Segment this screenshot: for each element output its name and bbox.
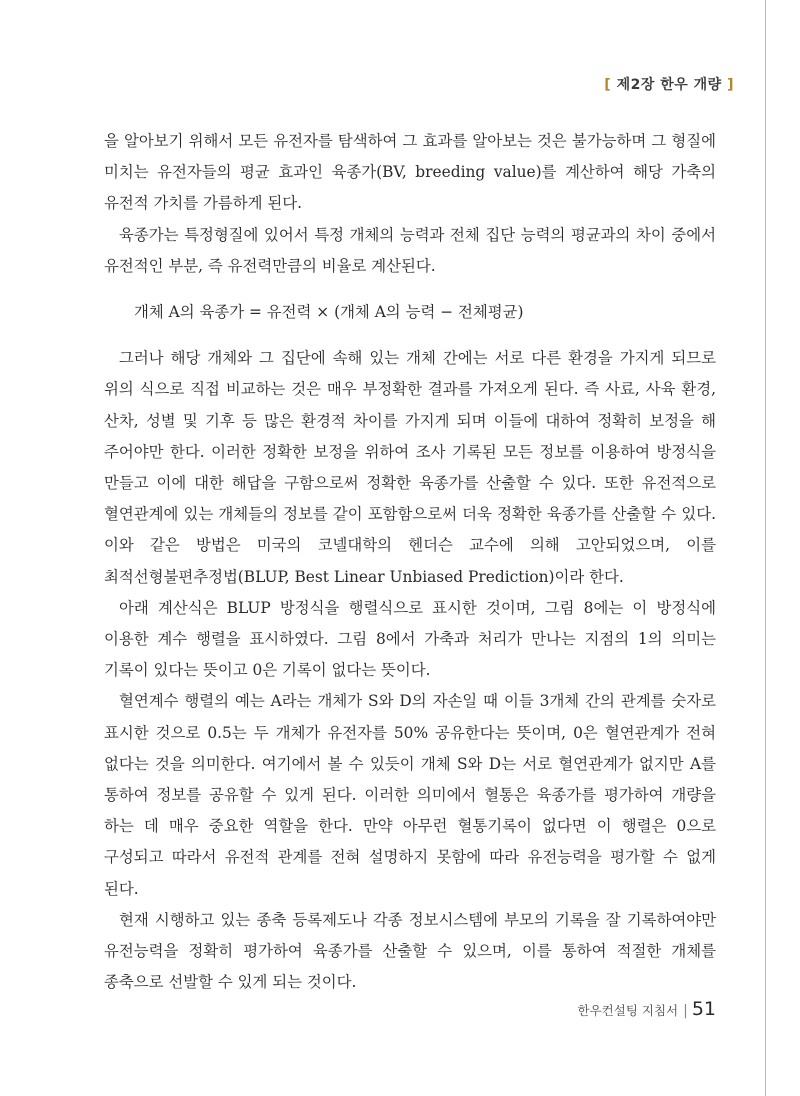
paragraph: 을 알아보기 위해서 모든 유전자를 탐색하여 그 효과를 알아보는 것은 불가능하며 그 형질에 미치는 유전자들의 평균 효과인 육종가(BV, breeding value)를 계산하여 해당 가축의 유전적 가치를 가름하게 된다. bbox=[104, 132, 716, 213]
page-edge-line bbox=[765, 0, 766, 1096]
page-number: 51 bbox=[691, 998, 716, 1020]
body-text bbox=[104, 126, 716, 998]
book-title: 한우컨설팅 지침서 bbox=[577, 1003, 679, 1018]
paragraph: 그러나 해당 개체와 그 집단에 속해 있는 개체 간에는 서로 다른 환경을 가지게 되므로 위의 식으로 직접 비교하는 것은 매우 부정확한 결과를 가져오게 된다. 즉 사료, 사육 환경, 산차, 성별 및 기후 등 많은 환경적 차이를 가지게 되며 이들에 대하여 정확히 보정을 해 주어야만 한다. 이러한 정확한 보정을 위하여 조사 기록된 모든 정보를 이용하여 방정식을 만들고 이에 대한 해답을 구함으로써 정확한 육종가를 산출할 수 있다. 또한 유전적으로 혈연관계에 있는 개체들의 정보를 같이 포함함으로써 더욱 정확한 육종가를 산출할 수 있다. 이와 같은 방법은 미국의 코넬대학의 헨더슨 교수에 의해 고안되었으며, 이를 최적선형불편추정법(BLUP, Best Linear Unbiased Prediction)이라 한다. bbox=[104, 349, 716, 586]
paragraph: 혈연계수 행렬의 예는 A라는 개체가 S와 D의 자손일 때 이들 3개체 간의 관계를 숫자로 표시한 것으로 0.5는 두 개체가 유전자를 50% 공유한다는 뜻이며, 0은 혈연관계가 전혀 없다는 것을 의미한다. 여기에서 볼 수 있듯이 개체 S와 D는 서로 혈연관계가 없지만 A를 통하여 정보를 공유할 수 있게 된다. 이러한 의미에서 혈통은 육종가를 평가하여 개량을 하는 데 매우 중요한 역할을 한다. 만약 아무런 혈통기록이 없다면 이 행렬은 0으로 구성되고 따라서 유전적 관계를 전혀 설명하지 못함에 따라 유전능력을 평가할 수 없게 된다. bbox=[104, 692, 716, 898]
bracket-close-icon: ] bbox=[727, 77, 734, 93]
paragraph: 아래 계산식은 BLUP 방정식을 행렬식으로 표시한 것이며, 그림 8에는 이 방정식에 이용한 계수 행렬을 표시하였다. 그림 8에서 가축과 처리가 만나는 지점의 1의 의미는 기록이 있다는 뜻이고 0은 기록이 없다는 뜻이다. bbox=[104, 598, 716, 680]
page-footer bbox=[578, 998, 716, 1020]
paragraph: 현재 시행하고 있는 종축 등록제도나 각종 정보시스템에 부모의 기록을 잘 기록하여야만 유전능력을 정확히 평가하여 육종가를 산출할 수 있으며, 이를 통하여 적절한 개체를 종축으로 선발할 수 있게 되는 것이다. bbox=[104, 910, 716, 992]
paragraph: 육종가는 특정형질에 있어서 특정 개체의 능력과 전체 집단 능력의 평균과의 차이 중에서 유전적인 부분, 즉 유전력만큼의 비율로 계산된다. bbox=[104, 225, 716, 275]
bracket-open-icon: [ bbox=[604, 77, 612, 93]
footer-separator: | bbox=[683, 1003, 688, 1019]
breeding-value-formula: 개체 A의 육종가 = 유전력 × (개체 A의 능력 − 전체평균) bbox=[134, 303, 524, 322]
chapter-title: 제2장 한우 개량 bbox=[616, 77, 722, 93]
chapter-header bbox=[604, 74, 734, 94]
